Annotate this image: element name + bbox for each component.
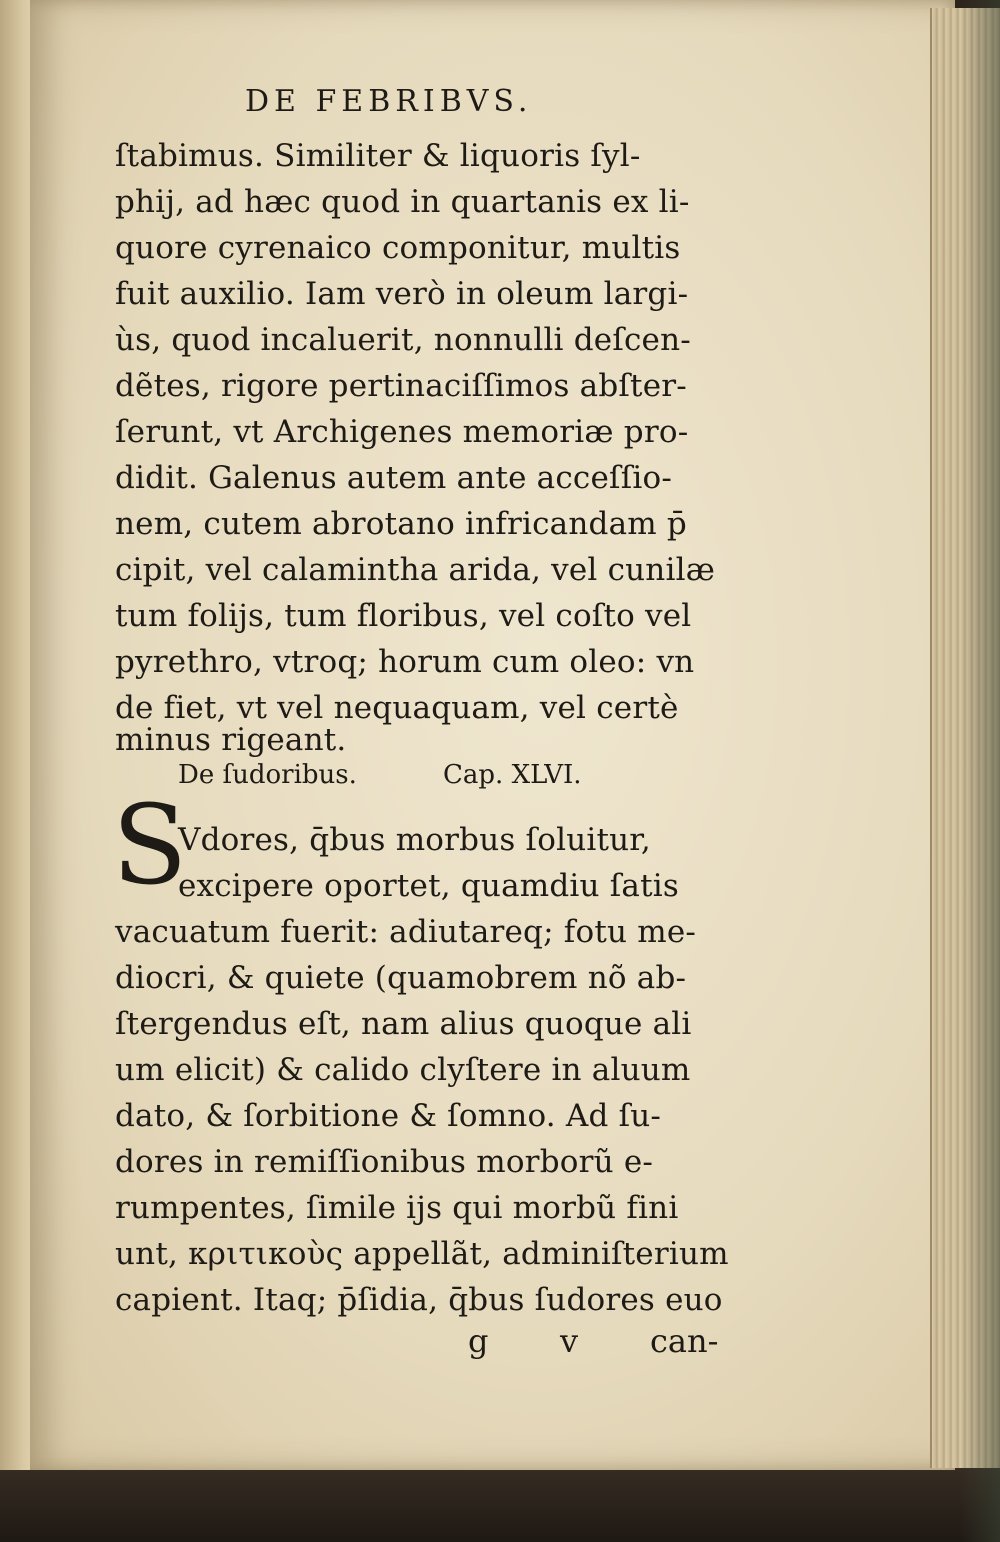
text-line: um elicit) & calido clyſtere in aluum	[115, 1052, 691, 1088]
text-line: ſerunt, vt Archigenes memoriæ pro-	[115, 414, 689, 450]
text-line: rumpentes, ſimile ijs qui morbũ fini	[115, 1190, 679, 1226]
text-line: ſtergendus eſt, nam alius quoque ali	[115, 1006, 692, 1042]
text-line: unt, κριτικοὺς appellãt, adminiſterium	[115, 1236, 729, 1272]
catchword: can-	[650, 1322, 719, 1360]
text-line: phij, ad hæc quod in quartanis ex li-	[115, 184, 690, 220]
text-line: dẽtes, rigore pertinaciſſimos abſter-	[115, 368, 687, 404]
text-line: quore cyrenaico componitur, multis	[115, 230, 681, 266]
running-head: DE FEBRIBVS.	[245, 84, 533, 119]
text-line: tum folijs, tum floribus, vel coſto vel	[115, 598, 692, 634]
text-line: pyrethro, vtroq; horum cum oleo: vn	[115, 644, 695, 680]
chapter-number: Cap. XLVI.	[443, 760, 582, 790]
text-line: vacuatum fuerit: adiutareq; fotu me-	[115, 914, 697, 950]
drop-capital: S	[112, 781, 188, 909]
text-line: cipit, vel calamintha arida, vel cunilæ	[115, 552, 716, 588]
text-line: dores in remiſſionibus morborũ e-	[115, 1144, 654, 1180]
signature-mark-g: g	[468, 1322, 489, 1360]
text-line: excipere oportet, quamdiu ſatis	[178, 868, 679, 904]
text-line: fuit auxilio. Iam verò in oleum largi-	[115, 276, 689, 312]
text-line: dato, & ſorbitione & ſomno. Ad ſu-	[115, 1098, 662, 1134]
text-line: de fiet, vt vel nequaquam, vel certè	[115, 690, 679, 726]
chapter-title: De ſudoribus.	[178, 760, 357, 790]
text-line: nem, cutem abrotano infricandam p̄	[115, 506, 687, 542]
text-line: didit. Galenus autem ante acceſſio-	[115, 460, 673, 496]
chapter-heading	[178, 760, 648, 790]
text-line: ùs, quod incaluerit, nonnulli deſcen-	[115, 322, 691, 358]
text-line: capient. Itaq; p̄ſidia, q̄bus ſudores euo	[115, 1282, 723, 1318]
text-line: Vdores, q̄bus morbus ſoluitur,	[178, 822, 651, 858]
signature-mark-v: v	[560, 1322, 579, 1360]
edge-shadow	[960, 0, 1000, 1542]
text-line: ſtabimus. Similiter & liquoris ſyl-	[115, 138, 641, 174]
text-line: diocri, & quiete (quamobrem nõ ab-	[115, 960, 687, 996]
text-line: minus rigeant.	[115, 722, 347, 758]
